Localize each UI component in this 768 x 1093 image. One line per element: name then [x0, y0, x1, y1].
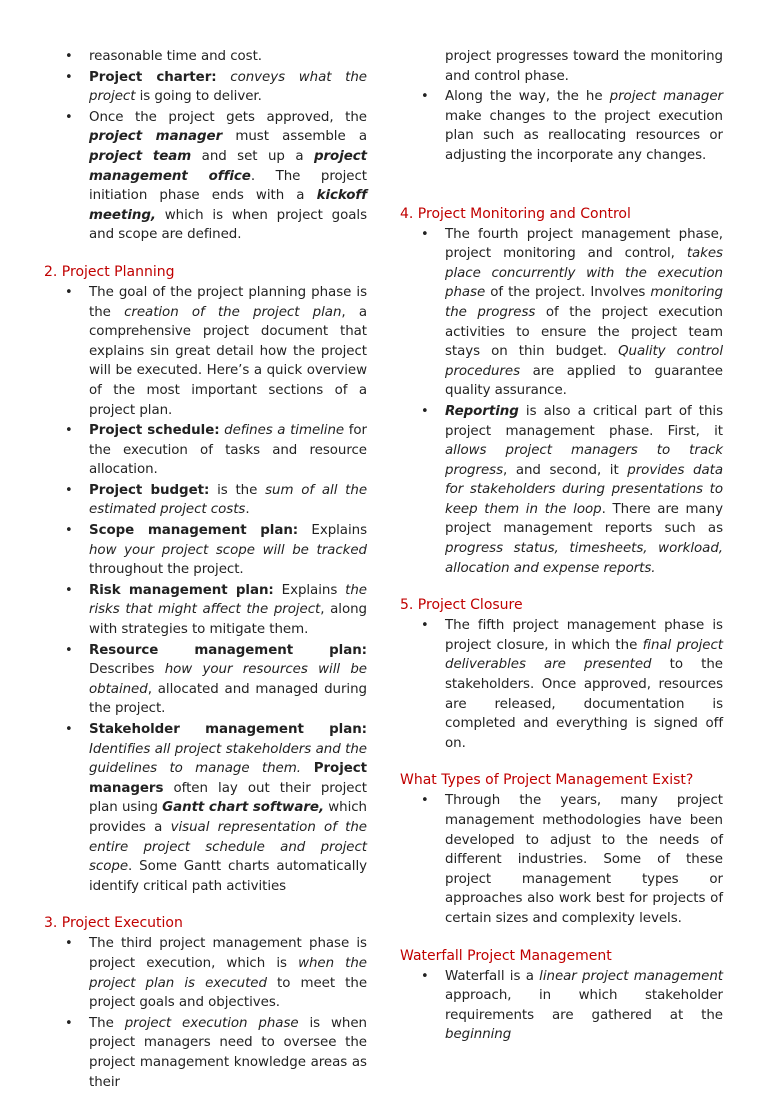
- planning-list: [44, 283, 367, 896]
- waterfall-list: [400, 967, 723, 1045]
- list-item: • Along the way, the he project manager make changes to the project execution plan such as reallocating resources or adjusting the incorporate any changes.: [400, 87, 723, 165]
- monitoring-list: [400, 225, 723, 579]
- execution-list: [44, 934, 367, 1092]
- list-item: • Project schedule: defines a timeline for the execution of tasks and resource allocation.: [44, 421, 367, 480]
- right-column: [400, 47, 723, 1046]
- section-heading-monitoring: 4. Project Monitoring and Control: [400, 205, 631, 222]
- list-item: • Stakeholder management plan: Identifies all project stakeholders and the guidelines to manage them. Project managers often lay out their project plan using Gantt chart software, which provides a visual representation of the entire project schedule and project scope. Some Gantt charts automatically identify critical path activities: [44, 720, 367, 896]
- list-item: • The third project management phase is project execution, which is when the project plan is executed to meet the project goals and objectives.: [44, 934, 367, 1012]
- list-item: • Risk management plan: Explains the risks that might affect the project, along with strategies to mitigate them.: [44, 581, 367, 640]
- list-item: • Reporting is also a critical part of this project management phase. First, it allows project managers to track progress, and second, it provides data for stakeholders during presentations to keep them in the loop. There are many project management reports such as progress status, timesheets, workload, allocation and expense reports.: [400, 402, 723, 578]
- section-heading-closure: 5. Project Closure: [400, 597, 523, 614]
- list-item: • Project budget: is the sum of all the estimated project costs.: [44, 481, 367, 520]
- list-item: • Scope management plan: Explains how your project scope will be tracked throughout the project.: [44, 521, 367, 580]
- left-column: [44, 47, 367, 1093]
- list-item: • The fifth project management phase is project closure, in which the final project deliverables are presented to the stakeholders. Once approved, resources are released, documentation is completed and everything is signed off on.: [400, 616, 723, 753]
- list-item: • Project charter: conveys what the project is going to deliver.: [44, 68, 367, 107]
- types-list: [400, 791, 723, 928]
- list-item: • Through the years, many project management methodologies have been developed to adjust to the needs of different industries. Some of these project management types or approaches also work best for projects of certain sizes and complexity levels.: [400, 791, 723, 928]
- section-heading-planning: 2. Project Planning: [44, 263, 175, 280]
- continuation-list: [400, 47, 723, 166]
- section-heading-waterfall: Waterfall Project Management: [400, 947, 612, 964]
- list-item: • Resource management plan: Describes how your resources will be obtained, allocated and managed during the project.: [44, 641, 367, 719]
- intro-list: [44, 47, 367, 245]
- list-item: project progresses toward the monitoring and control phase.: [445, 49, 723, 84]
- section-heading-types: What Types of Project Management Exist?: [400, 772, 694, 789]
- section-heading-execution: 3. Project Execution: [44, 915, 183, 932]
- list-item: • reasonable time and cost.: [44, 47, 367, 67]
- list-item: • The goal of the project planning phase is the creation of the project plan, a comprehensive project document that explains sin great detail how the project will be executed. Here’s a quick overview of the most important sections of a project plan.: [44, 283, 367, 420]
- list-item: • The project execution phase is when project managers need to oversee the project management knowledge areas as their: [44, 1014, 367, 1092]
- list-item: • Once the project gets approved, the project manager must assemble a project team and set up a project management office. The project initiation phase ends with a kickoff meeting, which is when project goals and scope are defined.: [44, 108, 367, 245]
- closure-list: [400, 616, 723, 753]
- list-item: • The fourth project management phase, project monitoring and control, takes place concurrently with the execution phase of the project. Involves monitoring the progress of the project execution activities to ensure the project team stays on thin budget. Quality control procedures are applied to guarantee quality assurance.: [400, 225, 723, 401]
- list-item: • Waterfall is a linear project management approach, in which stakeholder requirements are gathered at the beginning: [400, 967, 723, 1045]
